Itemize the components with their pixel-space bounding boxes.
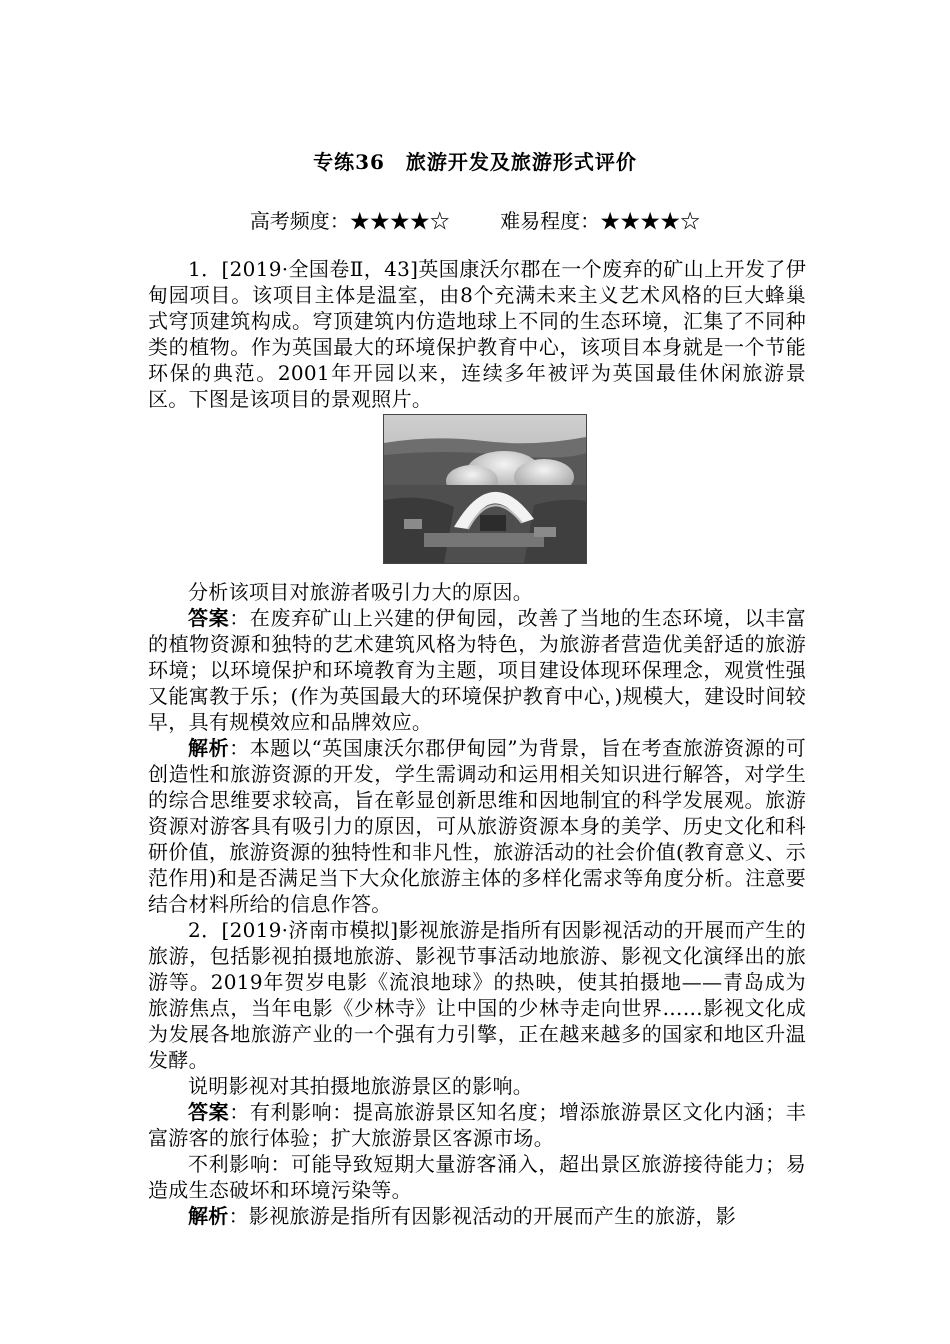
q1-stem: 1．[2019·全国卷Ⅱ，43]英国康沃尔郡在一个废弃的矿山上开发了伊甸园项目。该项目主体是温室，由8个充满未来主义艺术风格的巨大蜂巢式穹顶建筑构成。穹顶建筑内仿造地球上不同的生态环境，汇集了不同种类的植物。作为英国最大的环境保护教育中心，该项目本身就是一个节能环保的典范。2001年开园以来，连续多年被评为英国最佳休闲旅游景区。下图是该项目的景观照片。: [148, 257, 806, 411]
q2-answer-negative: 不利影响：可能导致短期大量游客涌入，超出景区旅游接待能力；易造成生态破坏和环境污染等。: [148, 1152, 806, 1202]
eden-project-photo: [383, 414, 587, 564]
answer-text: ：有利影响：提高旅游景区知名度；增添旅游景区文化内涵；丰富游客的旅行体验；扩大旅游景区客源市场。: [148, 1100, 806, 1150]
answer-label: 答案: [188, 1100, 230, 1124]
analysis-text: ：影视旅游是指所有因影视活动的开展而产生的旅游，影: [228, 1204, 737, 1228]
analysis-label: 解析: [188, 736, 230, 760]
analysis-text: ：本题以“英国康沃尔郡伊甸园”为背景，旨在考查旅游资源的可创造性和旅游资源的开发，学生需调动和运用相关知识进行解答，对学生的综合思维要求较高，旨在彰显创新思维和因地制宜的科学发展观。旅游资源对游客具有吸引力的原因，可从旅游资源本身的美学、历史文化和科研价值，旅游资源的独特性和非凡性，旅游活动的社会价值(教育意义、示范作用)和是否满足当下大众化旅游主体的多样化需求等角度分析。注意要结合材料所给的信息作答。: [148, 736, 806, 916]
q1-analysis: [148, 735, 806, 917]
q2-stem: 2．[2019·济南市模拟]影视旅游是指所有因影视活动的开展而产生的旅游，包括影视拍摄地旅游、影视节事活动地旅游、影视文化演绎出的旅游等。2019年贺岁电影《流浪地球》的热映，使其拍摄地——青岛成为旅游焦点，当年电影《少林寺》让中国的少林寺走向世界……影视文化成为发展各地旅游产业的一个强有力引擎，正在越来越多的国家和地区升温发酵。: [148, 918, 806, 1072]
q1-question: 分析该项目对旅游者吸引力大的原因。: [188, 580, 534, 604]
answer-text: ：在废弃矿山上兴建的伊甸园，改善了当地的生态环境，以丰富的植物资源和独特的艺术建筑风格为特色，为旅游者营造优美舒适的旅游环境；以环境保护和环境教育为主题，项目建设体现环保理念，观赏性强又能寓教于乐；(作为英国最大的环境保护教育中心，)规模大，建设时间较早，具有规模效应和品牌效应。: [148, 606, 806, 734]
q2-analysis: [148, 1203, 806, 1229]
page-title: 专练36 旅游开发及旅游形式评价: [313, 150, 637, 174]
difficulty-level: 难易程度：★★★★☆: [500, 209, 701, 233]
exam-frequency: 高考频度：★★★★☆: [249, 209, 450, 233]
q2-question: 说明影视对其拍摄地旅游景区的影响。: [188, 1074, 534, 1098]
rating-line: [0, 205, 950, 234]
q2-answer: [148, 1099, 806, 1151]
q1-answer: [148, 605, 806, 735]
analysis-label: 解析: [188, 1204, 229, 1228]
answer-label: 答案: [188, 606, 230, 630]
